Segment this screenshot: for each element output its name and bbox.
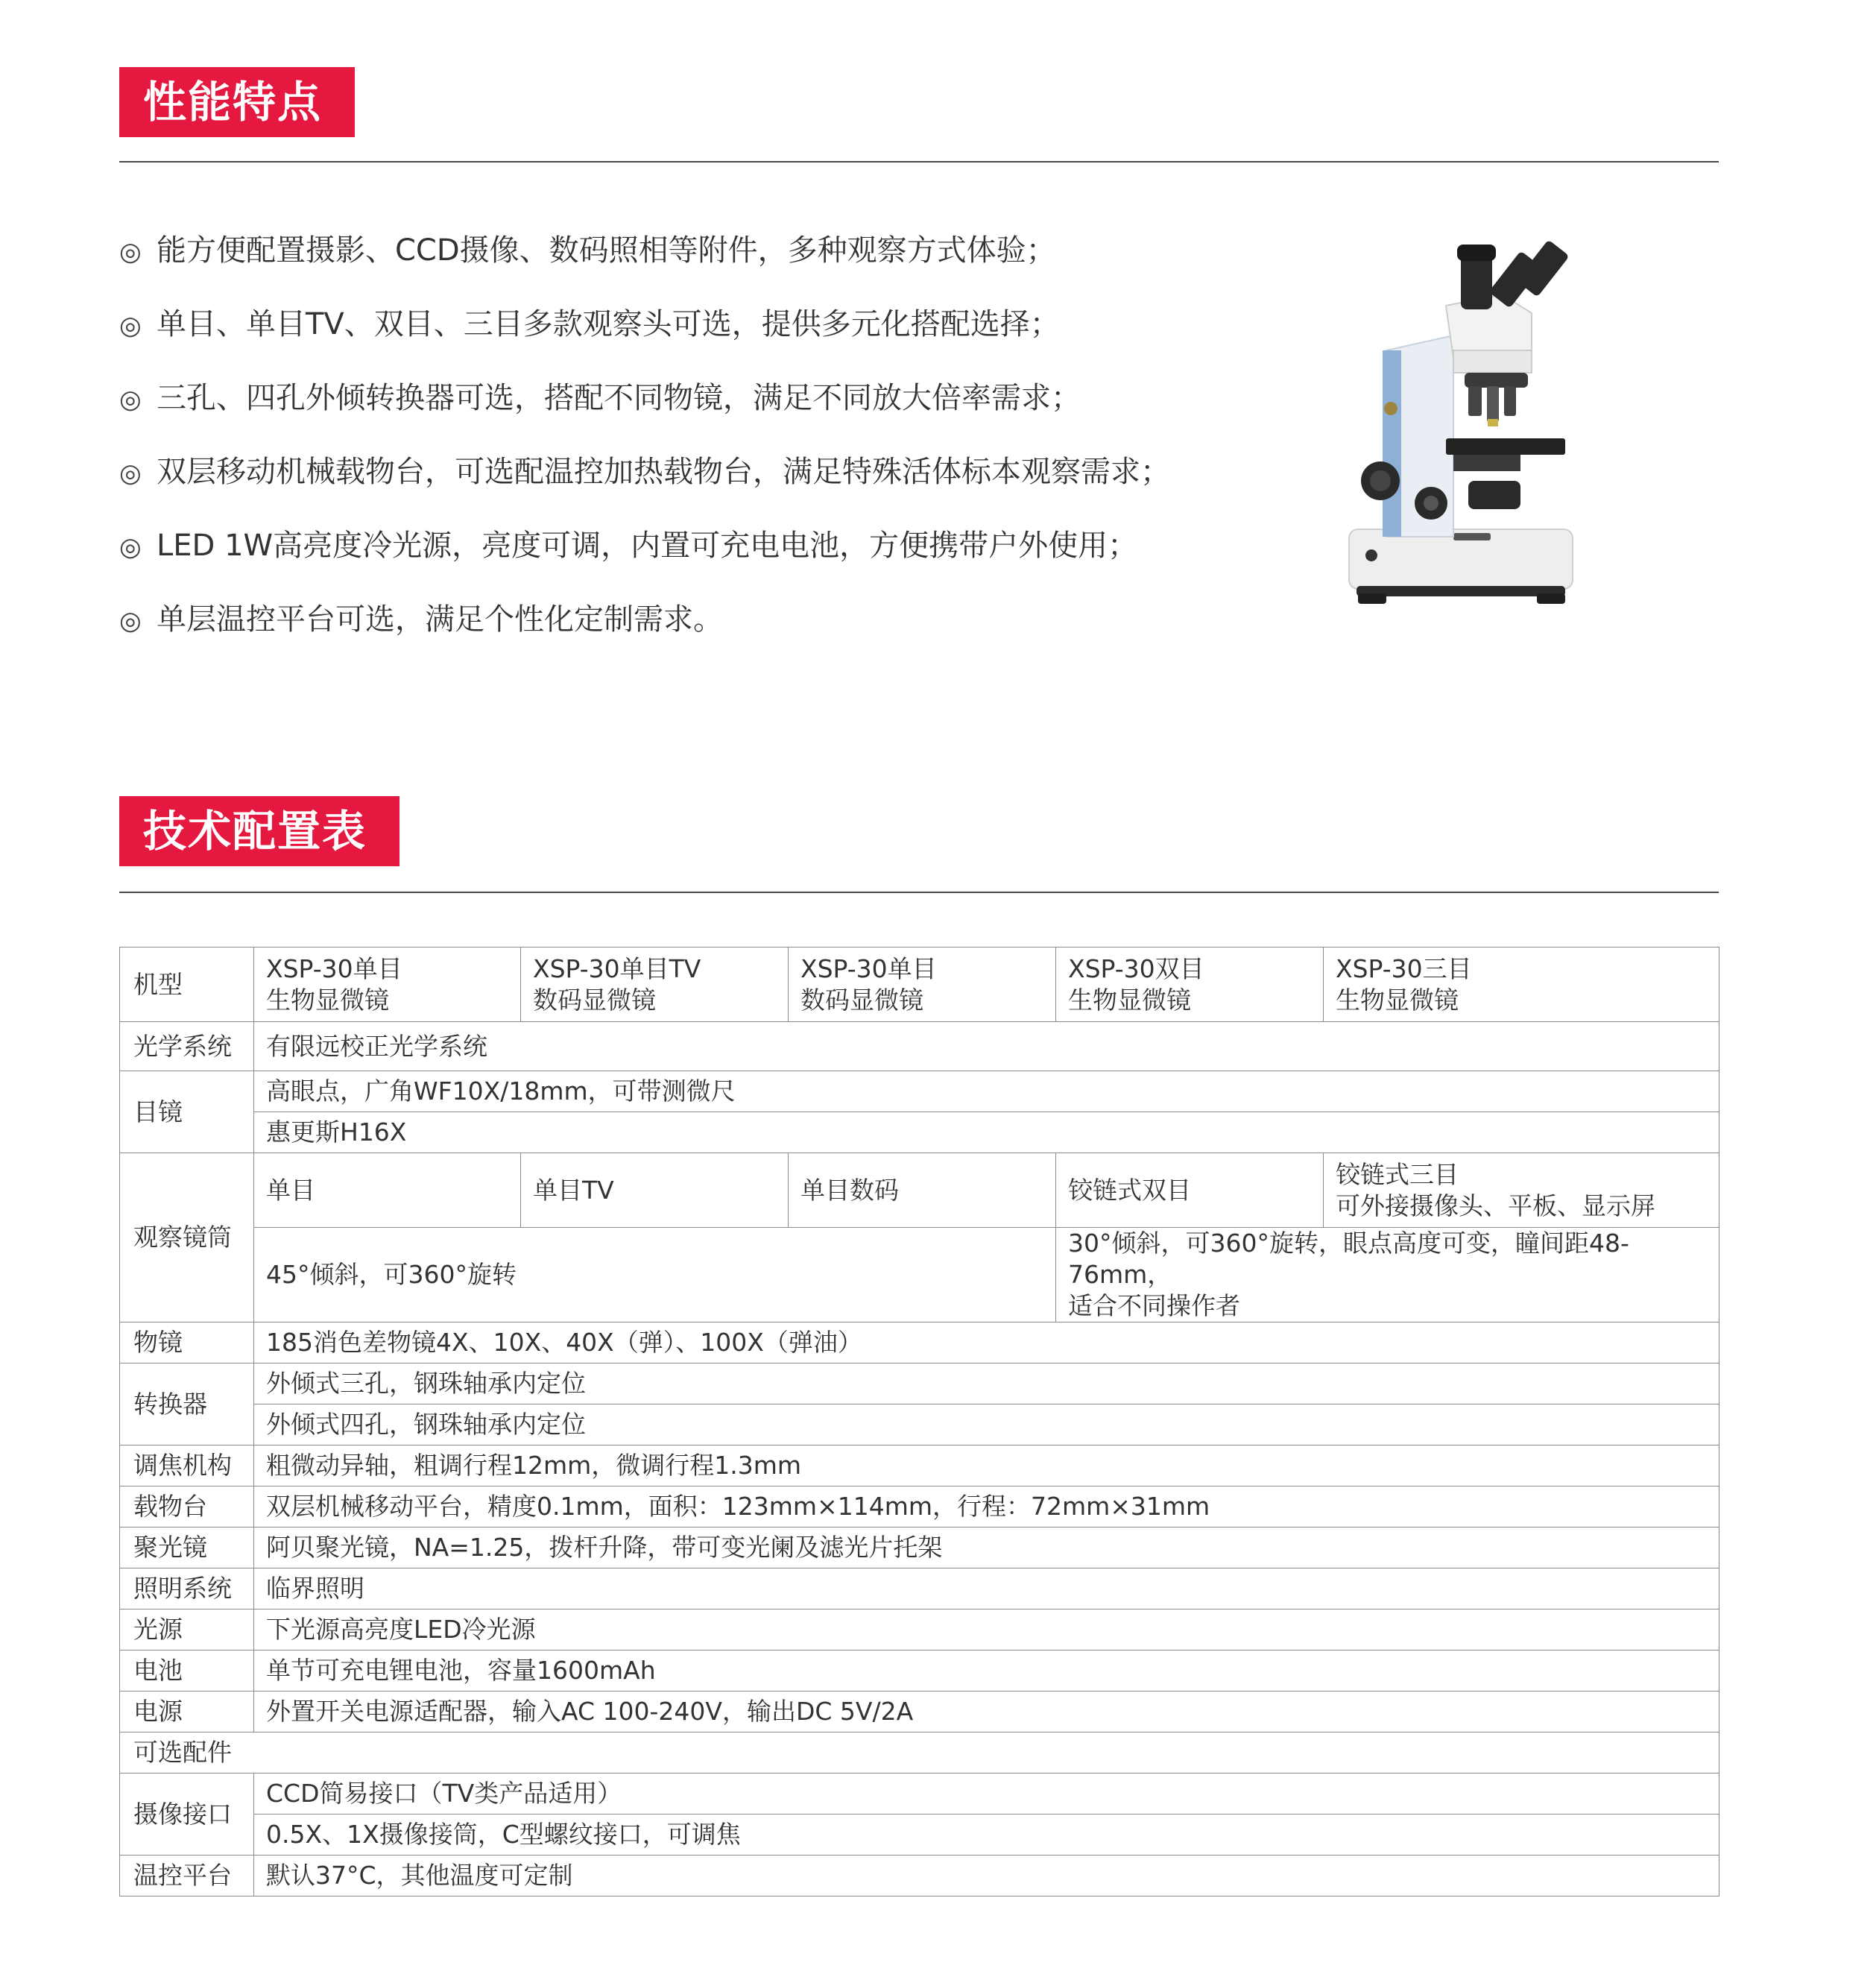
row-label: 电池 bbox=[120, 1650, 254, 1691]
table-row bbox=[120, 1774, 1719, 1815]
spec-divider bbox=[119, 892, 1719, 893]
row-label: 光学系统 bbox=[120, 1022, 254, 1071]
spec-title: 技术配置表 bbox=[119, 796, 399, 866]
row-label: 观察镜筒 bbox=[120, 1153, 254, 1322]
table-row bbox=[120, 948, 1719, 1022]
table-cell: 有限远校正光学系统 bbox=[254, 1022, 1719, 1071]
table-row bbox=[120, 1153, 1719, 1228]
table-row bbox=[120, 1363, 1719, 1404]
table-row bbox=[120, 1022, 1719, 1071]
row-label: 机型 bbox=[120, 948, 254, 1022]
feature-text: 三孔、四孔外倾转换器可选，搭配不同物镜，满足不同放大倍率需求； bbox=[157, 381, 1081, 415]
feature-text: 能方便配置摄影、CCD摄像、数码照相等附件，多种观察方式体验； bbox=[157, 233, 1056, 268]
table-row bbox=[120, 1112, 1719, 1153]
table-cell: 0.5X、1X摄像接筒，C型螺纹接口，可调焦 bbox=[254, 1815, 1719, 1856]
table-row bbox=[120, 1445, 1719, 1486]
table-cell: 阿贝聚光镜，NA=1.25，拨杆升降，带可变光阑及滤光片托架 bbox=[254, 1527, 1719, 1568]
table-cell: CCD简易接口（TV类产品适用） bbox=[254, 1774, 1719, 1815]
table-row bbox=[120, 1815, 1719, 1856]
table-cell: 临界照明 bbox=[254, 1568, 1719, 1609]
table-cell: 单节可充电锂电池，容量1600mAh bbox=[254, 1650, 1719, 1691]
feature-list bbox=[119, 224, 1170, 666]
table-cell: XSP-30单目TV 数码显微镜 bbox=[521, 948, 789, 1022]
table-cell: 45°倾斜，可360°旋转 bbox=[254, 1228, 1056, 1322]
microscope-icon bbox=[1342, 224, 1588, 611]
table-cell: 单目数码 bbox=[789, 1153, 1056, 1228]
table-cell: 185消色差物镜4X、10X、40X（弹）、100X（弹油） bbox=[254, 1322, 1719, 1363]
table-row bbox=[120, 1650, 1719, 1691]
table-row bbox=[120, 1609, 1719, 1650]
row-label: 光源 bbox=[120, 1609, 254, 1650]
table-cell: 双层机械移动平台，精度0.1mm，面积：123mm×114mm，行程：72mm×31mm bbox=[254, 1486, 1719, 1527]
table-cell: 铰链式三目 可外接摄像头、平板、显示屏 bbox=[1324, 1153, 1719, 1228]
table-row bbox=[120, 1733, 1719, 1774]
table-cell: 单目TV bbox=[521, 1153, 789, 1228]
table-row bbox=[120, 1228, 1719, 1322]
table-row bbox=[120, 1071, 1719, 1112]
table-cell: 下光源高亮度LED冷光源 bbox=[254, 1609, 1719, 1650]
row-label: 聚光镜 bbox=[120, 1527, 254, 1568]
list-item bbox=[119, 445, 1170, 519]
row-label: 物镜 bbox=[120, 1322, 254, 1363]
list-item bbox=[119, 593, 1170, 666]
bullet-icon: ◎ bbox=[119, 385, 142, 414]
table-cell: 高眼点，广角WF10X/18mm，可带测微尺 bbox=[254, 1071, 1719, 1112]
bullet-icon: ◎ bbox=[119, 606, 142, 636]
row-label: 可选配件 bbox=[120, 1733, 1719, 1774]
list-item bbox=[119, 297, 1170, 371]
table-cell: 外倾式四孔，钢珠轴承内定位 bbox=[254, 1404, 1719, 1445]
list-item bbox=[119, 519, 1170, 593]
table-row bbox=[120, 1404, 1719, 1445]
feature-text: 双层移动机械载物台，可选配温控加热载物台，满足特殊活体标本观察需求； bbox=[157, 455, 1170, 489]
table-row bbox=[120, 1856, 1719, 1897]
list-item bbox=[119, 224, 1170, 297]
table-cell: XSP-30单目 生物显微镜 bbox=[254, 948, 521, 1022]
table-row bbox=[120, 1691, 1719, 1733]
table-cell: XSP-30单目 数码显微镜 bbox=[789, 948, 1056, 1022]
table-cell: 外置开关电源适配器，输入AC 100-240V，输出DC 5V/2A bbox=[254, 1691, 1719, 1733]
table-cell: 铰链式双目 bbox=[1056, 1153, 1324, 1228]
table-cell: 粗微动异轴，粗调行程12mm，微调行程1.3mm bbox=[254, 1445, 1719, 1486]
row-label: 转换器 bbox=[120, 1363, 254, 1445]
table-cell: 默认37°C，其他温度可定制 bbox=[254, 1856, 1719, 1897]
bullet-icon: ◎ bbox=[119, 237, 142, 267]
features-title: 性能特点 bbox=[119, 67, 355, 137]
table-cell: 单目 bbox=[254, 1153, 521, 1228]
table-cell: 惠更斯H16X bbox=[254, 1112, 1719, 1153]
feature-text: 单目、单目TV、双目、三目多款观察头可选，提供多元化搭配选择； bbox=[157, 307, 1060, 341]
feature-text: 单层温控平台可选，满足个性化定制需求。 bbox=[157, 602, 723, 637]
features-divider bbox=[119, 161, 1719, 163]
row-label: 载物台 bbox=[120, 1486, 254, 1527]
bullet-icon: ◎ bbox=[119, 458, 142, 488]
bullet-icon: ◎ bbox=[119, 311, 142, 341]
table-row bbox=[120, 1568, 1719, 1609]
feature-text: LED 1W高亮度冷光源，亮度可调，内置可充电电池，方便携带户外使用； bbox=[157, 529, 1138, 563]
table-cell: XSP-30双目 生物显微镜 bbox=[1056, 948, 1324, 1022]
row-label: 摄像接口 bbox=[120, 1774, 254, 1856]
bullet-icon: ◎ bbox=[119, 532, 142, 562]
list-item bbox=[119, 371, 1170, 445]
table-cell: 外倾式三孔，钢珠轴承内定位 bbox=[254, 1363, 1719, 1404]
table-cell: XSP-30三目 生物显微镜 bbox=[1324, 948, 1719, 1022]
row-label: 目镜 bbox=[120, 1071, 254, 1153]
row-label: 照明系统 bbox=[120, 1568, 254, 1609]
table-row bbox=[120, 1527, 1719, 1568]
row-label: 温控平台 bbox=[120, 1856, 254, 1897]
row-label: 电源 bbox=[120, 1691, 254, 1733]
table-row bbox=[120, 1322, 1719, 1363]
table-cell: 30°倾斜，可360°旋转，眼点高度可变，瞳间距48-76mm， 适合不同操作者 bbox=[1056, 1228, 1719, 1322]
table-row bbox=[120, 1486, 1719, 1527]
spec-table bbox=[119, 947, 1719, 1897]
row-label: 调焦机构 bbox=[120, 1445, 254, 1486]
